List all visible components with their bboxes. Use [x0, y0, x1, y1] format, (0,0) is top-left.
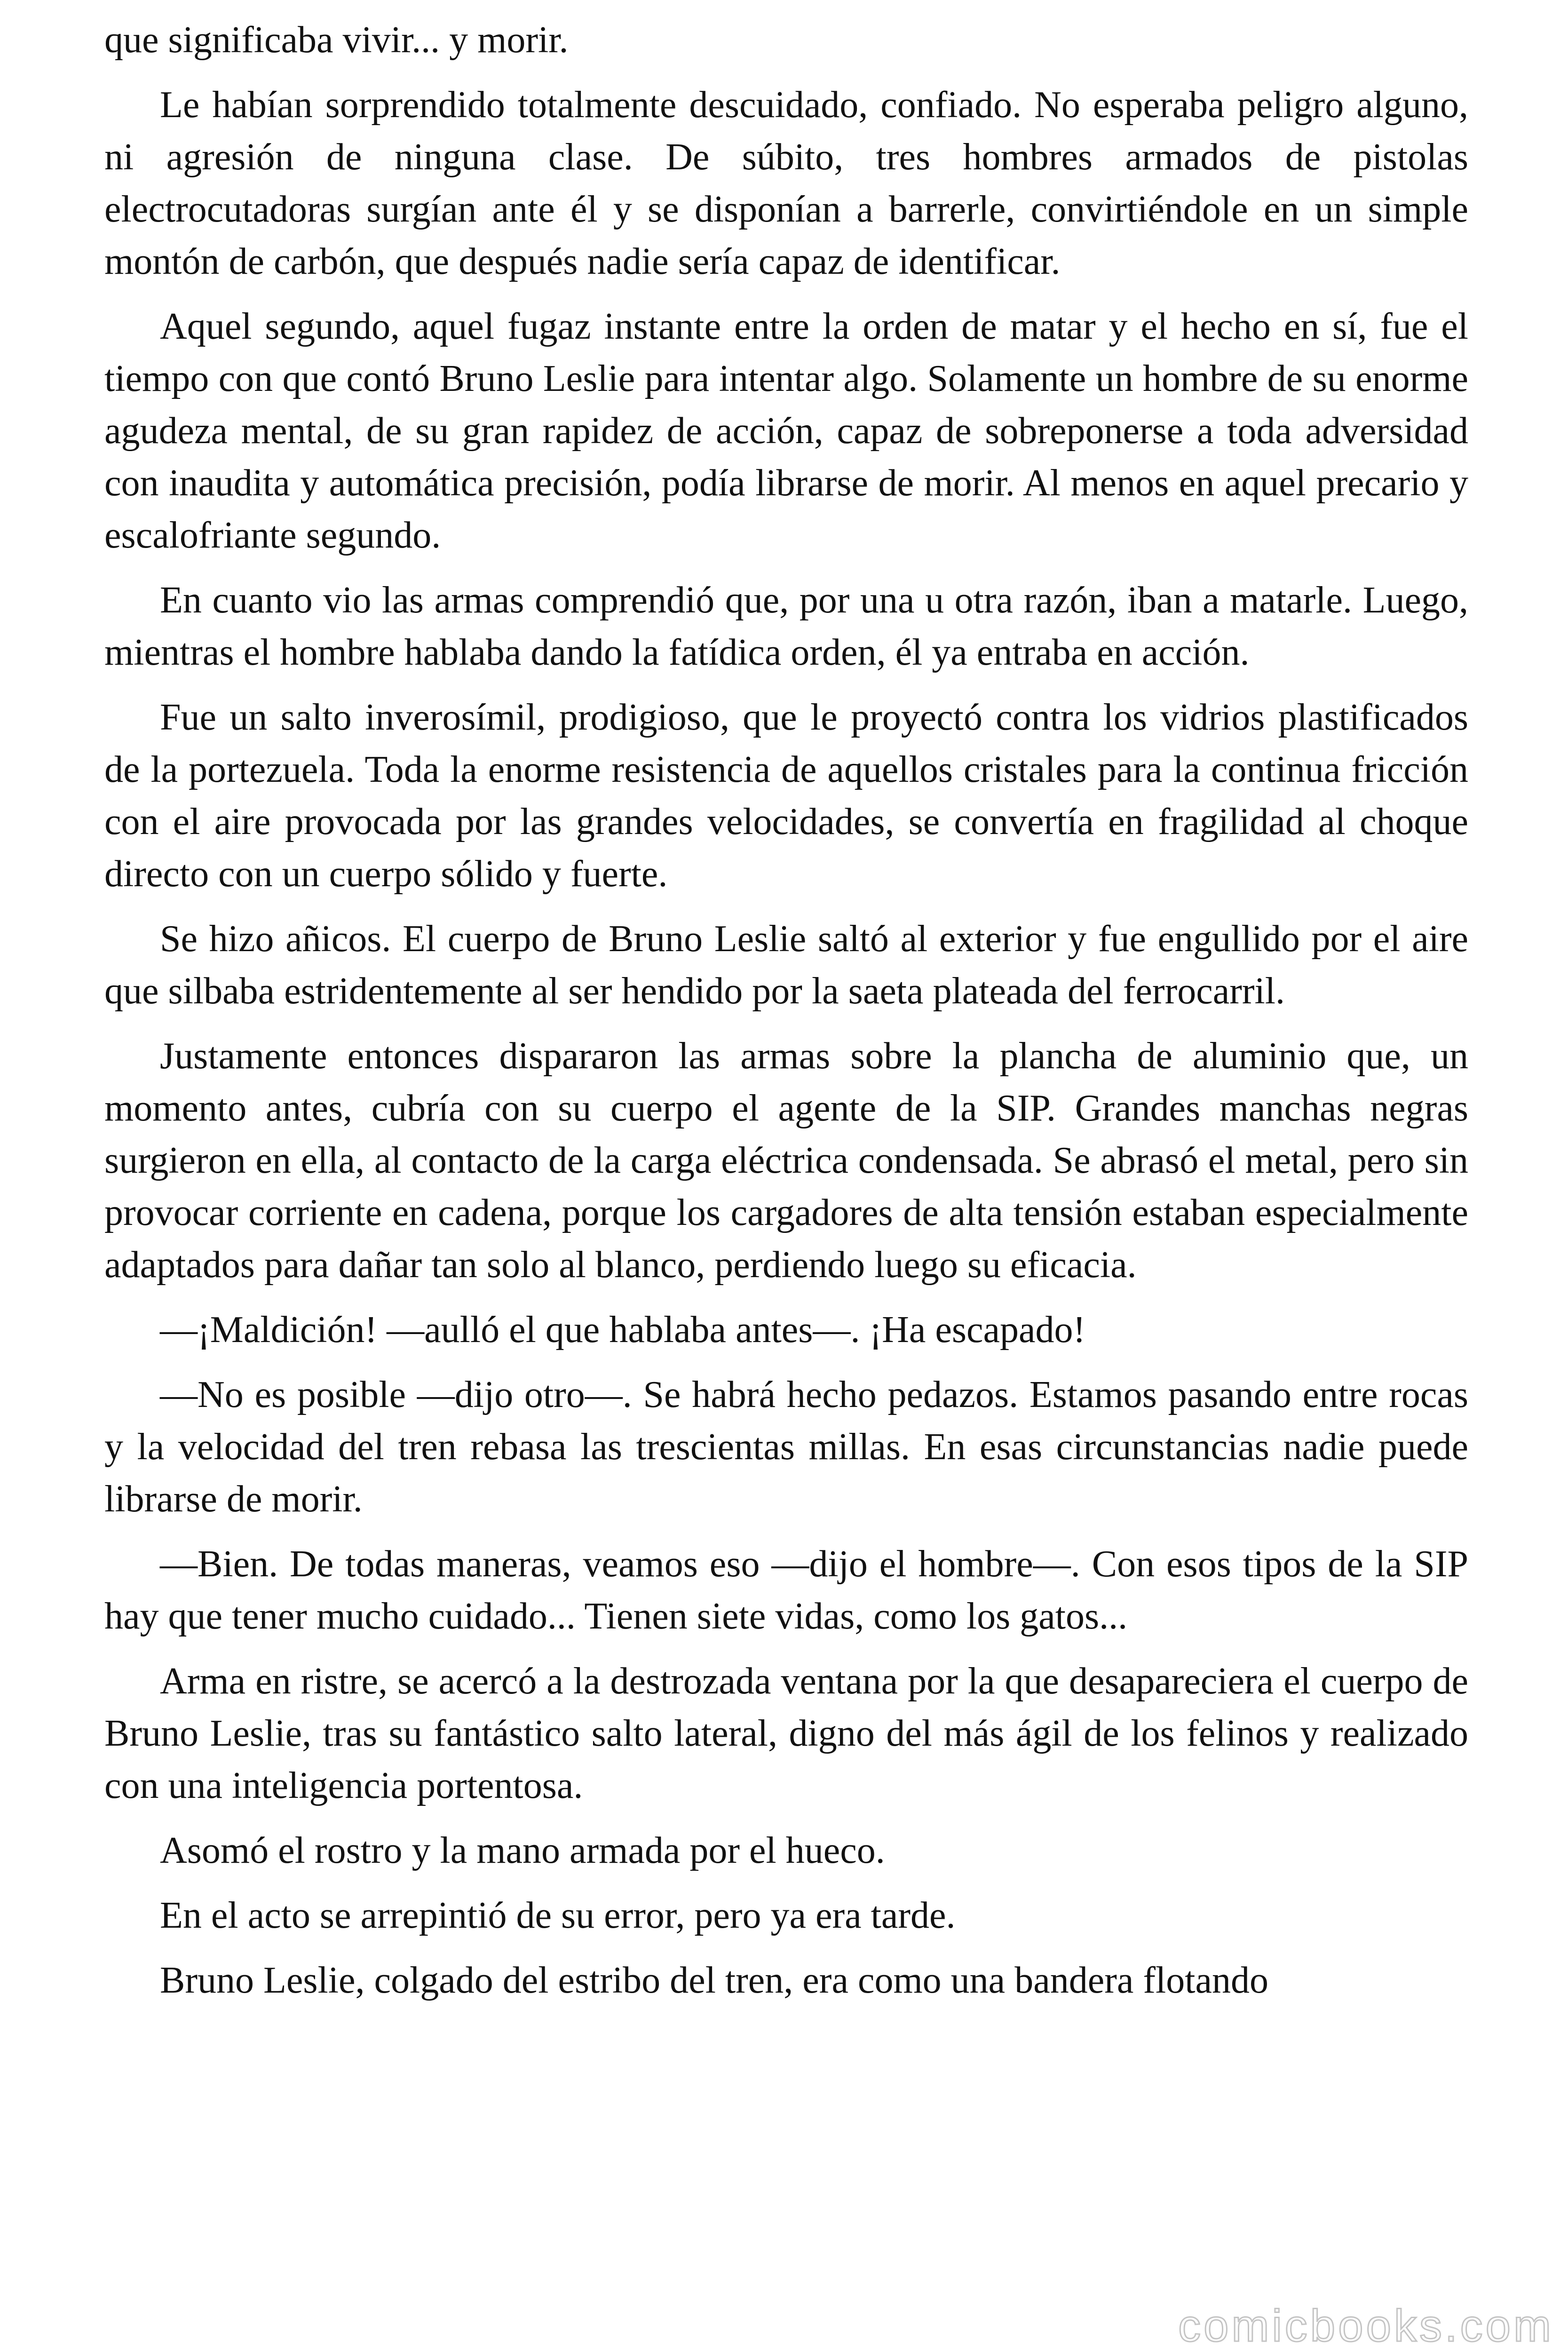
- dialogue-line: —¡Maldición! —aulló el que hablaba antes—. ¡Ha escapado!: [160, 1309, 1086, 1351]
- paragraph: Aquel segundo, aquel fugaz instante entre la orden de matar y el hecho en sí, fue el tiempo con que contó Bruno Leslie para intentar algo. Solamente un hombre de su enorme agudeza mental, de su gran rapidez de acción, capaz de sobreponerse a toda adversidad con inaudita y automática precisión, podía librarse de morir. Al menos en aquel precario y escalofriante segundo.: [104, 306, 1468, 556]
- dialogue-line: —No es posible —dijo otro—. Se habrá hecho pedazos. Estamos pasando entre rocas y la velocidad del tren rebasa las trescientas millas. En esas circunstancias nadie puede librarse de morir.: [104, 1374, 1468, 1520]
- paragraph: Justamente entonces dispararon las armas sobre la plancha de aluminio que, un momento antes, cubría con su cuerpo el agente de la SIP. Grandes manchas negras surgieron en ella, al contacto de la carga eléctrica condensada. Se abrasó el metal, pero sin provocar corriente en cadena, porque los cargadores de alta tensión estaban especialmente adaptados para dañar tan solo al blanco, perdiendo luego su eficacia.: [104, 1035, 1468, 1286]
- paragraph: Bruno Leslie, colgado del estribo del tren, era como una bandera flotando: [160, 1960, 1268, 2001]
- paragraph: Asomó el rostro y la mano armada por el hueco.: [160, 1830, 885, 1871]
- paragraph: En el acto se arrepintió de su error, pero ya era tarde.: [160, 1895, 956, 1936]
- paragraph: Arma en ristre, se acercó a la destrozada ventana por la que desapareciera el cuerpo de Bruno Leslie, tras su fantástico salto lateral, digno del más ágil de los felinos y realizado con una inteligencia portentosa.: [104, 1661, 1468, 1806]
- paragraph: Se hizo añicos. El cuerpo de Bruno Leslie saltó al exterior y fue engullido por el aire que silbaba estridentemente al ser hendido por la saeta plateada del ferrocarril.: [104, 918, 1468, 1012]
- dialogue-line: —Bien. De todas maneras, veamos eso —dijo el hombre—. Con esos tipos de la SIP hay que tener mucho cuidado... Tienen siete vidas, como los gatos...: [104, 1543, 1468, 1637]
- paragraph: Fue un salto inverosímil, prodigioso, que le proyectó contra los vidrios plastificados de la portezuela. Toda la enorme resistencia de aquellos cristales para la continua fricción con el aire provocada por las grandes velocidades, se convertía en fragilidad al choque directo con un cuerpo sólido y fuerte.: [104, 697, 1468, 895]
- paragraph: En cuanto vio las armas comprendió que, por una u otra razón, iban a matarle. Luego, mientras el hombre hablaba dando la fatídica orden, él ya entraba en acción.: [104, 580, 1468, 673]
- paragraph: Le habían sorprendido totalmente descuidado, confiado. No esperaba peligro alguno, ni agresión de ninguna clase. De súbito, tres hombres armados de pistolas electrocutadoras surgían ante él y se disponían a barrerle, convirtiéndole en un simple montón de carbón, que después nadie sería capaz de identificar.: [104, 84, 1468, 282]
- watermark: comicbooks.com: [1178, 2301, 1554, 2351]
- page-body: [104, 14, 1468, 2019]
- paragraph-continuation: que significaba vivir... y morir.: [104, 19, 569, 61]
